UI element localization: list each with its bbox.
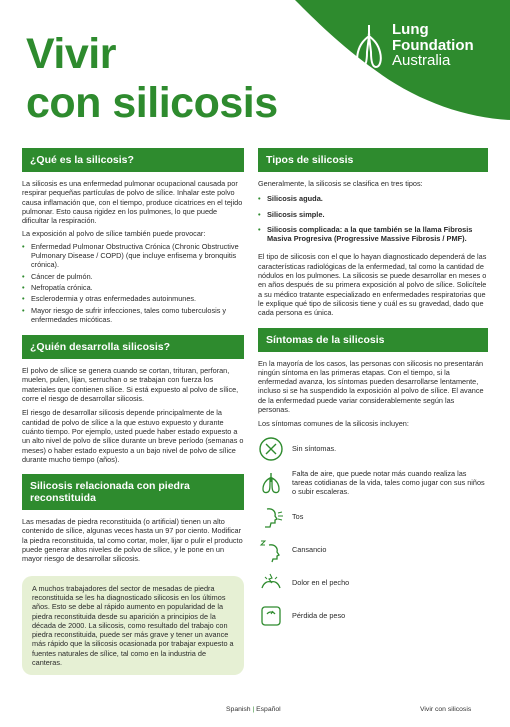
what-is-paragraph: La silicosis es una enfermedad pulmonar ocupacional causada por respirar pequeñas partículas de polvo de sílice. Inhalar este polvo causa inflamación que, con el tiempo, produce cicatrices en el tejido pulmonar. Esto causa rigidez en los pulmones, lo que puede dificultar la respiración. [22, 179, 243, 226]
section-title-types: Tipos de silicosis [258, 148, 488, 172]
header [0, 0, 510, 140]
brand-logo [352, 22, 474, 70]
types-list [258, 194, 488, 243]
symptom-item [258, 436, 488, 462]
symptom-label: Tos [292, 511, 304, 521]
callout-text: A muchos trabajadores del sector de mesadas de piedra reconstituida se les ha diagnosticado silicosis en los últimos años. Esto se debe al rápido aumento en popularidad de la piedra reconstituida desde su aparición a principios de la década de 2000. La silicosis, como resultado del trabajo con piedra reconstituida, puede ser más grave y tener un avance más rápido que la silicosis ocasionada por trabajar expuesto a fuentes naturales de sílice, tal como en la industria de canteras. [32, 583, 234, 667]
callout-box [22, 576, 244, 676]
exposure-list [22, 242, 244, 324]
list-item: • Esclerodermia y otras enfermedades autoinmunes. [22, 294, 244, 303]
types-intro: Generalmente, la silicosis se clasifica en tres tipos: [258, 179, 423, 188]
chest-pain-icon [258, 570, 284, 596]
cough-icon [258, 504, 284, 530]
symptom-item [258, 603, 488, 629]
footer-separator: | [252, 706, 255, 713]
list-item: • Cáncer de pulmón. [22, 272, 244, 281]
symptom-label: Sin síntomas. [292, 443, 337, 453]
list-item: • Enfermedad Pulmonar Obstructiva Crónica (Chronic Obstructive Pulmonary Disease / COPD) (que incluye enfisema y bronquitis crónica). [22, 242, 244, 270]
footer-lang-en: Spanish [226, 706, 251, 713]
symptoms-paragraph: En la mayoría de los casos, las personas con silicosis no presentarán ningún síntoma en las primeras etapas. Con el tiempo, si la enfermedad avanza, los síntomas pueden desarrollarse lentamente, incluso si se ha suspendido la exposición al polvo de sílice. El avance de la enfermedad puede variar considerablemente según las personas. [258, 358, 484, 415]
footer-doc-title: Vivir con silicosis [420, 706, 472, 713]
symptom-label: Dolor en el pecho [292, 577, 350, 587]
title-line-2: con silicosis [26, 79, 278, 127]
symptom-label: Falta de aire, que puede notar más cuando realiza las tareas cotidianas de la vida, tales como jugar con sus niños o subir escaleras. [292, 468, 485, 497]
symptom-label: Pérdida de peso [292, 610, 346, 620]
footer-lang-es: Español [256, 706, 281, 713]
lungs-icon [258, 470, 284, 496]
brand-name-2: Foundation [392, 36, 474, 54]
stone-paragraph: Las mesadas de piedra reconstituida (o artificial) tienen un alto contenido de sílice, algunas veces hasta un 97 por ciento. Modificar la piedra reconstituida, tal como cortar, moler, lijar o pulir el producto puede generar altos niveles de polvo de sílice, y le pone en un mayor riesgo de desarrollar silicosis. [22, 517, 243, 564]
right-column [258, 148, 488, 629]
who-paragraph-1: El polvo de sílice se genera cuando se cortan, trituran, perforan, muelen, pulen, lijan, serruchan o se trabajan con fuerza los materiales que contienen sílice. Si está expuesto al polvo de sílice, corre el riesgo de desarrollar silicosis. [22, 366, 239, 404]
section-title-what-is: ¿Qué es la silicosis? [22, 148, 244, 172]
page-title [26, 30, 278, 128]
symptom-label: Cansancio [292, 544, 327, 554]
symptom-item [258, 570, 488, 596]
section-title-who: ¿Quién desarrolla silicosis? [22, 335, 244, 359]
brand-name-1: Lung [392, 21, 429, 38]
brand-name-3: Australia [392, 52, 451, 69]
exposure-intro: La exposición al polvo de sílice también puede provocar: [22, 229, 206, 239]
list-item: • Silicosis complicada: a la que también se la llama Fibrosis Masiva Progresiva (Progressive Massive Fibrosis / PMF). [258, 225, 488, 244]
title-line-1: Vivir [26, 30, 116, 78]
left-column [22, 148, 244, 675]
section-title-symptoms: Síntomas de la silicosis [258, 328, 488, 352]
footer-language [226, 706, 281, 713]
no-symptoms-icon [258, 436, 284, 462]
weight-loss-icon [258, 603, 284, 629]
list-item: • Silicosis simple. [258, 210, 488, 219]
tired-icon [258, 537, 284, 563]
symptom-item [258, 537, 488, 563]
who-paragraph-2: El riesgo de desarrollar silicosis depende principalmente de la cantidad de polvo de sílice a la que estuvo expuesto y durante cuánto tiempo. Por ejemplo, usted puede haber estado expuesto a un alto nivel de polvo de sílice durante un breve período (semanas o meses) o haber estado expuesto a un bajo nivel de polvo de sílice durante mucho tiempo (años). [22, 408, 244, 464]
section-title-stone: Silicosis relacionada con piedra reconstituida [22, 474, 244, 510]
symptom-list [258, 436, 488, 629]
list-item: • Nefropatía crónica. [22, 283, 244, 292]
lungs-logo-icon [352, 22, 386, 70]
list-item: • Mayor riesgo de sufrir infecciones, tales como tuberculosis y enfermedades micóticas. [22, 306, 244, 325]
symptom-item [258, 504, 488, 530]
list-item: • Silicosis aguda. [258, 194, 488, 203]
types-paragraph: El tipo de silicosis con el que lo hayan diagnosticado dependerá de las características radiológicas de la enfermedad, tal como la cantidad de nódulos en los pulmones. La silicosis se puede desarrollar en meses o en años después de su primera exposición al polvo de sílice. Solicítele a su médico tratante especializado en enfermedades respiratorias que le explique qué tipo de silicosis tiene y cuál es su gravedad, dado que cada persona es única. [258, 252, 487, 318]
symptom-item [258, 469, 488, 497]
symptoms-intro: Los síntomas comunes de la silicosis incluyen: [258, 419, 409, 429]
